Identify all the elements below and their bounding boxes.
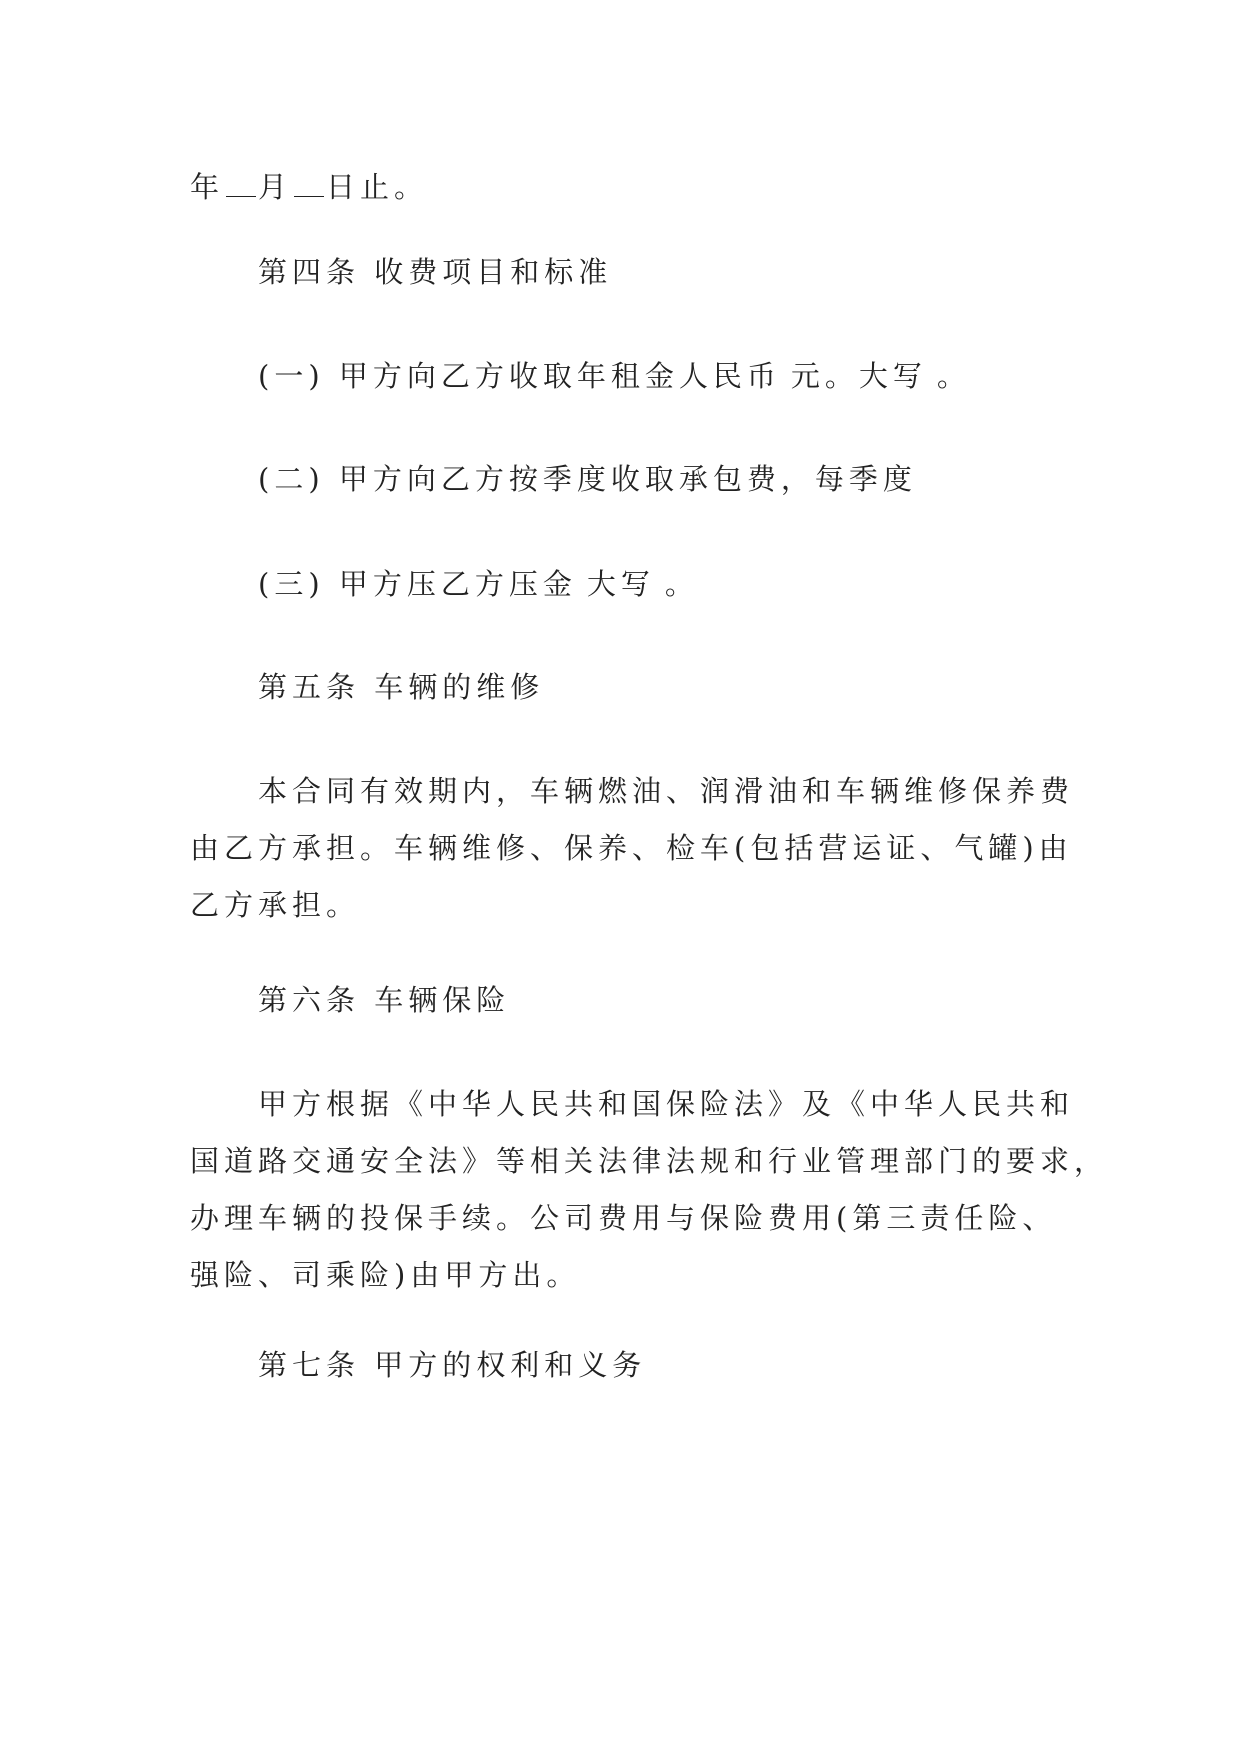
paragraph-line: 本合同有效期内，车辆燃油、润滑油和车辆维修保养费	[190, 774, 1075, 808]
term-end-date-line	[190, 159, 428, 216]
paragraph-line: 甲方根据《中华人民共和国保险法》及《中华人民共和	[190, 1087, 1075, 1121]
article-6-paragraph	[190, 1076, 1109, 1304]
month-text: 月	[258, 170, 293, 204]
fee-item-3-end: 。	[664, 567, 699, 601]
fee-item-3-upper: 大写	[586, 567, 655, 601]
paragraph-line: 办理车辆的投保手续。公司费用与保险费用(第三责任险、	[190, 1201, 1057, 1235]
day-blank	[294, 168, 324, 197]
paragraph-line: 国道路交通安全法》等相关法律法规和行业管理部门的要求，	[190, 1144, 1109, 1178]
month-blank	[226, 168, 256, 197]
article-5-paragraph	[190, 763, 1075, 934]
article-7-heading: 第七条 甲方的权利和义务	[258, 1348, 647, 1382]
day-end-text: 日止。	[326, 170, 429, 204]
fee-item-1-end: 。	[936, 359, 971, 393]
paragraph-line: 由乙方承担。车辆维修、保养、检车(包括营运证、气罐)由	[190, 831, 1073, 865]
article-4-heading: 第四条 收费项目和标准	[258, 255, 613, 289]
fee-item-1	[258, 348, 971, 405]
fee-item-2: (二) 甲方向乙方按季度收取承包费，每季度	[258, 462, 917, 496]
fee-item-3	[258, 556, 699, 613]
paragraph-line: 乙方承担。	[190, 888, 361, 922]
article-6-heading: 第六条 车辆保险	[258, 983, 511, 1017]
fee-item-1-unit: 元。大写	[790, 359, 927, 393]
fee-item-1-text: (一) 甲方向乙方收取年租金人民币	[258, 359, 781, 393]
paragraph-line: 强险、司乘险)由甲方出。	[190, 1258, 581, 1292]
fee-item-3-text: (三) 甲方压乙方压金	[258, 567, 577, 601]
year-text: 年	[190, 170, 225, 204]
article-5-heading: 第五条 车辆的维修	[258, 670, 545, 704]
